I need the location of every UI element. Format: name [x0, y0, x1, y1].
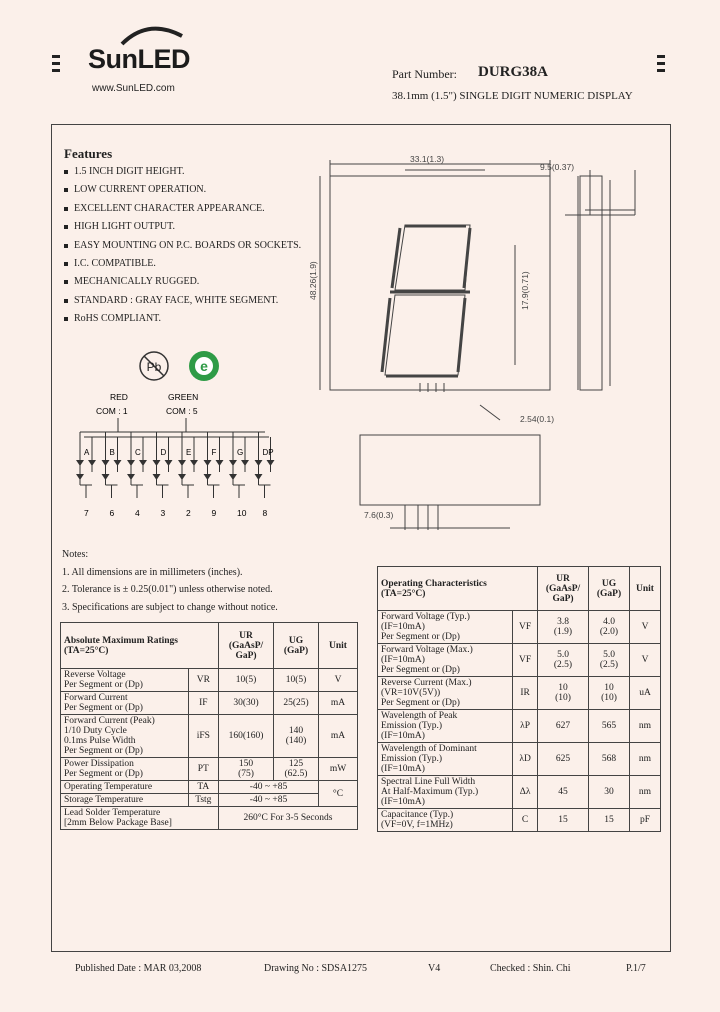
drawing-number: Drawing No : SDSA1275 [264, 963, 368, 974]
feature-item: RoHS COMPLIANT. [64, 313, 301, 331]
table-row [378, 809, 661, 832]
note-line: 1. All dimensions are in millimeters (inches). [62, 566, 243, 578]
param-cell [378, 611, 513, 644]
param-cell-line: (IF=10mA) [381, 797, 425, 807]
param-cell-line: 0.1ms Pulse Width [64, 736, 136, 746]
segment-label: F [211, 448, 217, 457]
symbol-cell: iFS [188, 715, 218, 758]
value-cell: -40 ~ +85 [219, 781, 319, 794]
segment-b [102, 432, 122, 518]
abs-param-header-line1: Absolute Maximum Ratings [64, 635, 179, 646]
table-row [378, 776, 661, 809]
table-row [61, 692, 358, 715]
feature-item: EASY MOUNTING ON P.C. BOARDS OR SOCKETS. [64, 240, 301, 258]
ug-value-cell-line: (62.5) [284, 769, 308, 779]
table-row [61, 669, 358, 692]
pin-label: 8 [262, 508, 268, 518]
segment-dp [255, 432, 275, 518]
ur-value-cell-line: 150 [238, 759, 254, 769]
green-label: GREEN [168, 392, 199, 402]
unit-cell: nm [630, 743, 661, 776]
param-cell-line: Wavelength of Peak [381, 711, 458, 721]
ug-value-cell [589, 611, 630, 644]
ur-value-cell-line: (2.5) [553, 660, 573, 670]
left-bars-icon [52, 55, 60, 76]
ur-value-cell [219, 692, 274, 715]
op-ur-line2: (GaAsP/ [545, 583, 581, 594]
pb-text: Pb [146, 360, 162, 374]
op-param-header [378, 567, 538, 611]
ug-value-cell [274, 692, 319, 715]
ug-value-cell-line: 10(5) [285, 675, 307, 685]
param-cell-line: Capacitance (Typ.) [381, 810, 454, 820]
pin-label: 6 [109, 508, 115, 518]
checked-by: Checked : Shin. Chi [490, 963, 571, 974]
ur-value-cell [538, 644, 589, 677]
red-label: RED [110, 392, 128, 402]
param-cell-line: Lead Solder Temperature [64, 808, 161, 818]
abs-ug-line1: UG [288, 635, 304, 646]
ur-value-cell [538, 743, 589, 776]
segment-d [153, 432, 173, 518]
feature-item: 1.5 INCH DIGIT HEIGHT. [64, 166, 301, 184]
dim-seg: 17.9(0.71) [520, 271, 530, 310]
segment-e [178, 432, 198, 518]
symbol-cell: VR [188, 669, 218, 692]
param-cell [61, 781, 189, 794]
com1-label: COM : 1 [96, 406, 128, 416]
unit-cell: pF [630, 809, 661, 832]
param-cell [61, 692, 189, 715]
param-cell-line: Power Dissipation [64, 759, 134, 769]
product-subtitle: 38.1mm (1.5") SINGLE DIGIT NUMERIC DISPLAY [392, 90, 633, 102]
feature-item: MECHANICALLY RUGGED. [64, 276, 301, 294]
page-number: P.1/7 [626, 963, 646, 974]
param-cell-line: Per Segment or (Dp) [64, 680, 143, 690]
ug-value-cell-line: 30 [604, 787, 614, 797]
abs-ur-line3: GaP) [235, 650, 257, 661]
ur-value-cell [538, 677, 589, 710]
symbol-cell: λP [513, 710, 538, 743]
ur-value-cell-line: 15 [558, 815, 568, 825]
segment-label: DP [262, 448, 274, 457]
segment-label: B [109, 448, 115, 457]
ur-value-cell-line: 627 [555, 721, 571, 731]
param-cell-line: Per Segment or (Dp) [64, 769, 143, 779]
table-row [61, 794, 358, 807]
ur-value-cell [538, 809, 589, 832]
ur-value-cell [538, 776, 589, 809]
param-cell-line: Spectral Line Full Width [381, 777, 476, 787]
segment-f [204, 432, 224, 518]
pin-label: 9 [211, 508, 217, 518]
package-drawing [310, 150, 670, 550]
ur-value-cell-line: 5.0 [557, 650, 569, 660]
abs-ur-line2: (GaAsP/ [228, 640, 264, 651]
feature-item: EXCELLENT CHARACTER APPEARANCE. [64, 203, 301, 221]
param-cell [378, 677, 513, 710]
ur-value-cell-line: (75) [238, 769, 254, 779]
rohs-e-icon [186, 348, 222, 384]
abs-ur-header [219, 623, 274, 669]
abs-ur-line1: UR [239, 630, 253, 641]
dim-pin-len: 7.6(0.3) [364, 510, 394, 520]
pin-label: 2 [186, 508, 191, 518]
symbol-cell: C [513, 809, 538, 832]
param-cell-line: Emission (Typ.) [381, 721, 443, 731]
unit-cell: mA [319, 692, 358, 715]
op-char-table [377, 566, 661, 832]
ur-value-cell-line: (10) [555, 693, 571, 703]
param-cell-line: (IF=10mA) [381, 731, 425, 741]
feature-item: LOW CURRENT OPERATION. [64, 184, 301, 202]
logo-arc-icon [118, 22, 188, 46]
ug-value-cell-line: 15 [604, 815, 614, 825]
unit-cell: mA [319, 715, 358, 758]
param-cell-line: Forward Current (Peak) [64, 716, 155, 726]
param-cell-line: (VF=0V, f=1MHz) [381, 820, 453, 830]
table-row [61, 715, 358, 758]
param-cell-line: Per Segment or (Dp) [381, 665, 460, 675]
segment-label: E [186, 448, 192, 457]
ug-value-cell [589, 743, 630, 776]
unit-cell: V [630, 644, 661, 677]
ug-value-cell [589, 710, 630, 743]
param-cell [61, 794, 189, 807]
param-cell-line: Wavelength of Dominant [381, 744, 477, 754]
op-unit-header: Unit [630, 567, 661, 611]
e-text: e [200, 358, 208, 374]
ug-value-cell-line: 5.0 [603, 650, 615, 660]
ug-value-cell-line: (2.5) [599, 660, 619, 670]
abs-ug-header [274, 623, 319, 669]
ug-value-cell-line: 4.0 [603, 617, 615, 627]
param-cell-line: Forward Voltage (Typ.) [381, 612, 470, 622]
unit-cell: V [630, 611, 661, 644]
notes-section [62, 546, 278, 616]
param-cell-line: Reverse Voltage [64, 670, 126, 680]
symbol-cell: TA [188, 781, 218, 794]
ug-value-cell [274, 669, 319, 692]
segment-diodes [76, 432, 275, 518]
symbol-cell: λD [513, 743, 538, 776]
ur-value-cell-line: 10 [558, 683, 568, 693]
ug-value-cell [274, 758, 319, 781]
ur-value-cell [219, 669, 274, 692]
dim-pitch: 2.54(0.1) [520, 414, 555, 424]
table-row [378, 710, 661, 743]
ug-value-cell [589, 644, 630, 677]
param-cell [61, 669, 189, 692]
table-row [61, 807, 358, 830]
ug-value-cell [589, 776, 630, 809]
published-date: Published Date : MAR 03,2008 [75, 963, 202, 974]
unit-cell: nm [630, 710, 661, 743]
dim-height: 48.26(1.9) [308, 261, 318, 300]
param-cell-line: Storage Temperature [64, 795, 144, 805]
ur-value-cell-line: 10(5) [235, 675, 257, 685]
ur-value-cell-line: 45 [558, 787, 568, 797]
value-cell: 260°C For 3-5 Seconds [219, 807, 358, 830]
op-ur-line3: GaP) [552, 593, 574, 604]
part-number: DURG38A [478, 64, 548, 80]
feature-item: I.C. COMPATIBLE. [64, 258, 301, 276]
abs-unit-header: Unit [319, 623, 358, 669]
op-ur-header [538, 567, 589, 611]
abs-max-table [60, 622, 358, 830]
symbol-cell: PT [188, 758, 218, 781]
param-cell-line: [2mm Below Package Base] [64, 818, 172, 828]
segment-label: A [84, 448, 90, 457]
param-cell-line: Per Segment or (Dp) [64, 746, 143, 756]
ur-value-cell-line: 160(160) [228, 731, 264, 741]
company-logo: SunLED [88, 44, 190, 74]
table-row [61, 781, 358, 794]
unit-cell: mW [319, 758, 358, 781]
abs-param-header-line2: (TA=25°C) [64, 645, 109, 656]
pin-label: 10 [237, 508, 247, 518]
dim-width: 33.1(1.3) [410, 154, 445, 164]
segment-label: D [160, 448, 167, 457]
pin-label: 4 [135, 508, 140, 518]
symbol-cell: VF [513, 611, 538, 644]
company-website: www.SunLED.com [92, 83, 175, 94]
notes-title: Notes: [62, 549, 89, 560]
feature-item: HIGH LIGHT OUTPUT. [64, 221, 301, 239]
op-ur-line1: UR [556, 573, 570, 584]
param-cell-line: 1/10 Duty Cycle [64, 726, 127, 736]
param-cell [61, 758, 189, 781]
param-cell [378, 710, 513, 743]
symbol-cell: IF [188, 692, 218, 715]
param-cell-line: (IF=10mA) [381, 655, 425, 665]
circuit-diagram [70, 390, 290, 525]
unit-cell: uA [630, 677, 661, 710]
param-cell-line: (VR=10V(5V)) [381, 688, 441, 698]
param-cell-line: Per Segment or (Dp) [64, 703, 143, 713]
op-ug-header [589, 567, 630, 611]
segment-label: C [135, 448, 141, 457]
part-number-label: Part Number: [392, 67, 457, 81]
right-bars-icon [657, 55, 665, 76]
value-cell: -40 ~ +85 [219, 794, 319, 807]
features-list [64, 166, 301, 332]
param-cell-line: (IF=10mA) [381, 764, 425, 774]
param-cell [61, 807, 219, 830]
ur-value-cell [538, 611, 589, 644]
symbol-cell: VF [513, 644, 538, 677]
ug-value-cell [589, 809, 630, 832]
param-cell [378, 776, 513, 809]
param-cell-line: Per Segment or (Dp) [381, 698, 460, 708]
com5-label: COM : 5 [166, 406, 198, 416]
ug-value-cell-line: 125 [288, 759, 304, 769]
symbol-cell: Δλ [513, 776, 538, 809]
ug-value-cell-line: (10) [601, 693, 617, 703]
ur-value-cell-line: 30(30) [233, 698, 259, 708]
ur-value-cell [538, 710, 589, 743]
param-cell [61, 715, 189, 758]
param-cell [378, 743, 513, 776]
unit-cell: V [319, 669, 358, 692]
ug-value-cell-line: 140 [288, 726, 304, 736]
abs-ug-line2: (GaP) [283, 645, 309, 656]
ug-value-cell [274, 715, 319, 758]
param-cell-line: Forward Current [64, 693, 128, 703]
ug-value-cell-line: 568 [601, 754, 617, 764]
pb-free-icon [136, 348, 172, 384]
unit-cell: °C [319, 781, 358, 807]
dim-side: 9.5(0.37) [540, 162, 575, 172]
ug-value-cell-line: 25(25) [283, 698, 309, 708]
ur-value-cell [219, 758, 274, 781]
segment-g [229, 432, 249, 518]
ur-value-cell-line: 3.8 [557, 617, 569, 627]
symbol-cell: Tstg [188, 794, 218, 807]
segment-a [76, 432, 96, 518]
op-ug-line2: (GaP) [596, 588, 622, 599]
param-cell [378, 644, 513, 677]
param-cell-line: (IF=10mA) [381, 622, 425, 632]
param-cell-line: Operating Temperature [64, 782, 153, 792]
features-title: Features [64, 146, 113, 161]
ug-value-cell-line: (2.0) [599, 627, 619, 637]
ug-value-cell-line: 565 [601, 721, 617, 731]
param-cell-line: Reverse Current (Max.) [381, 678, 472, 688]
segment-label: G [237, 448, 244, 457]
pin-label: 3 [160, 508, 166, 518]
abs-param-header [61, 623, 219, 669]
version: V4 [428, 963, 441, 974]
unit-cell: nm [630, 776, 661, 809]
ur-value-cell-line: 625 [555, 754, 571, 764]
ug-value-cell [589, 677, 630, 710]
symbol-cell: IR [513, 677, 538, 710]
ug-value-cell-line: 10 [604, 683, 614, 693]
table-row [61, 758, 358, 781]
note-line: 3. Specifications are subject to change without notice. [62, 601, 278, 613]
param-cell-line: At Half-Maximum (Typ.) [381, 787, 479, 797]
table-row [378, 644, 661, 677]
param-cell [378, 809, 513, 832]
note-line: 2. Tolerance is ± 0.25(0.01") unless otherwise noted. [62, 584, 273, 595]
table-row [378, 611, 661, 644]
op-param-header-line1: Operating Characteristics [381, 578, 487, 589]
feature-item: STANDARD : GRAY FACE, WHITE SEGMENT. [64, 295, 301, 313]
segment-c [127, 432, 147, 518]
ug-value-cell-line: (140) [285, 736, 307, 746]
table-row [378, 743, 661, 776]
ur-value-cell-line: (1.9) [553, 627, 573, 637]
op-param-header-line2: (TA=25°C) [381, 588, 426, 599]
pin-label: 7 [84, 508, 89, 518]
table-row [378, 677, 661, 710]
param-cell-line: Forward Voltage (Max.) [381, 645, 473, 655]
ur-value-cell [219, 715, 274, 758]
param-cell-line: Emission (Typ.) [381, 754, 443, 764]
param-cell-line: Per Segment or (Dp) [381, 632, 460, 642]
op-ug-line1: UG [601, 578, 617, 589]
